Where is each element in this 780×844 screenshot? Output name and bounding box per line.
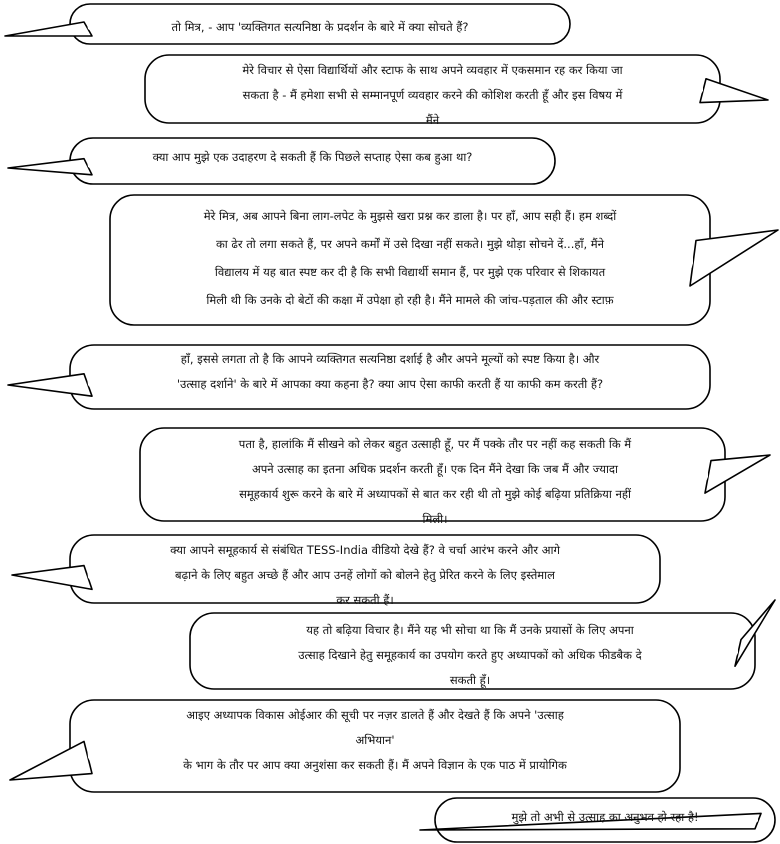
dialogue-bubble-text xyxy=(85,703,665,788)
dialogue-line: कर सकती हैं। xyxy=(336,593,394,607)
dialogue-bubble-text xyxy=(85,15,555,40)
dialogue-line: हाँ, इससे लगता तो है कि आपने व्यक्तिगत सत्यनिष्ठा दर्शाई है और अपने मूल्यों को स्पष्ट किया है। और xyxy=(180,352,600,366)
dialogue-line: के भाग के तौर पर आप क्या अनुशंसा कर सकती हैं। मैं अपने विज्ञान के एक पाठ में प्रायोगिक xyxy=(183,758,567,772)
dialogue-line: सकता है - मैं हमेशा सभी से सम्मानपूर्ण व्यवहार करने की कोशिश करती हूँ और इस विषय में xyxy=(242,88,623,102)
dialogue-line: सकती हूँ। xyxy=(449,673,491,687)
dialogue-bubble-text xyxy=(205,618,735,687)
speech-bubble-tail xyxy=(5,22,92,36)
dialogue-line: मैंने xyxy=(425,113,440,127)
dialogue-line: तो मित्र, - आप 'व्यक्तिगत सत्यनिष्ठा के प्रदर्शन के बारे में क्या सोचते हैं? xyxy=(171,20,469,34)
dialogue-line: क्या आप मुझे एक उदाहरण दे सकती हैं कि पिछले सप्ताह ऐसा कब हुआ था? xyxy=(152,150,473,164)
dialogue-line: मुझे तो अभी से उत्साह का अनुभव हो रहा है! xyxy=(511,810,699,824)
dialogue-line: का ढेर तो लगा सकते हैं, पर अपने कर्मों में उसे दिखा नहीं सकते। मुझे थोड़ा सोचने दें...हाँ, मैंने xyxy=(215,237,605,251)
dialogue-line: 'उत्साह दर्शाने' के बारे में आपका क्या कहना है? क्या आप ऐसा काफी करती हैं या काफी कम करती हैं? xyxy=(176,377,604,391)
dialogue-line: यह तो बढ़िया विचार है। मैंने यह भी सोचा था कि मैं उनके प्रयासों के लिए अपना xyxy=(306,623,634,637)
dialogue-line: आइए अध्यापक विकास ओईआर की सूची पर नज़र डालते हैं और देखते हैं कि अपने 'उत्साह xyxy=(186,708,564,722)
dialogue-line: समूहकार्य शुरू करने के बारे में अध्यापकों से बात कर रही थी तो मुझे कोई बढ़िया प्रतिक्रिया नहीं xyxy=(239,487,631,501)
dialogue-bubble-text xyxy=(445,805,765,830)
speech-bubble-tail xyxy=(705,455,770,493)
dialogue-line: अभियान' xyxy=(355,733,395,747)
dialogue-bubble-text xyxy=(160,432,710,526)
dialogue-line: मिली थी कि उनके दो बेटों की कक्षा में उपेक्षा हो रही है। मैंने मामले की जांच-पड़ताल की और स्टाफ़ xyxy=(206,293,614,307)
dialogue-line: मेरे मित्र, अब आपने बिना लाग-लपेट के मुझसे खरा प्रश्न कर डाला है। पर हाँ, आप सही हैं। हम शब्दों xyxy=(203,209,617,223)
speech-bubble-tail xyxy=(12,566,92,590)
dialogue-line: अपने उत्साह का इतना अधिक प्रदर्शन करती हूँ। एक दिन मैंने देखा कि जब मैं और ज्यादा xyxy=(251,462,619,476)
dialogue-line: मिली। xyxy=(422,512,448,526)
dialogue-line: उत्साह दिखाने हेतु समूहकार्य का उपयोग करते हुए अध्यापकों को अधिक फीडबैक दे xyxy=(298,648,642,662)
dialogue-line: क्या आपने समूहकार्य से संबंधित TESS-India वीडियो देखे हैं? वे चर्चा आरंभ करने और आगे xyxy=(170,543,560,557)
dialogue-line: मेरे विचार से ऐसा विद्यार्थियों और स्टाफ के साथ अपने व्यवहार में एकसमान रह कर किया जा xyxy=(242,63,623,77)
speech-bubble-tail xyxy=(8,159,92,175)
dialogue-bubble-text xyxy=(160,58,705,127)
dialogue-bubble-text xyxy=(85,538,645,607)
dialogue-line: बढ़ाने के लिए बहुत अच्छे हैं और आप उनहें लोगों को बोलने हेतु प्रेरित करने के लिए इस्तेमाल xyxy=(175,568,555,582)
dialogue-bubble-text xyxy=(85,347,695,399)
dialogue-bubble-text xyxy=(85,145,540,170)
dialogue-bubble-text xyxy=(120,202,700,318)
speech-bubble-tail xyxy=(8,374,92,396)
dialogue-line: पता है, हालांकि मैं सीखने को लेकर बहुत उत्साही हूँ, पर मैं पक्के तौर पर नहीं कह सकती कि मैं xyxy=(238,437,632,451)
speech-bubble-tail xyxy=(700,79,768,103)
dialogue-line: विद्यालय में यह बात स्पष्ट कर दी है कि सभी विद्यार्थी समान हैं, पर मुझे एक परिवार से शिकायत xyxy=(214,265,606,279)
speech-bubble-tail xyxy=(10,741,92,780)
